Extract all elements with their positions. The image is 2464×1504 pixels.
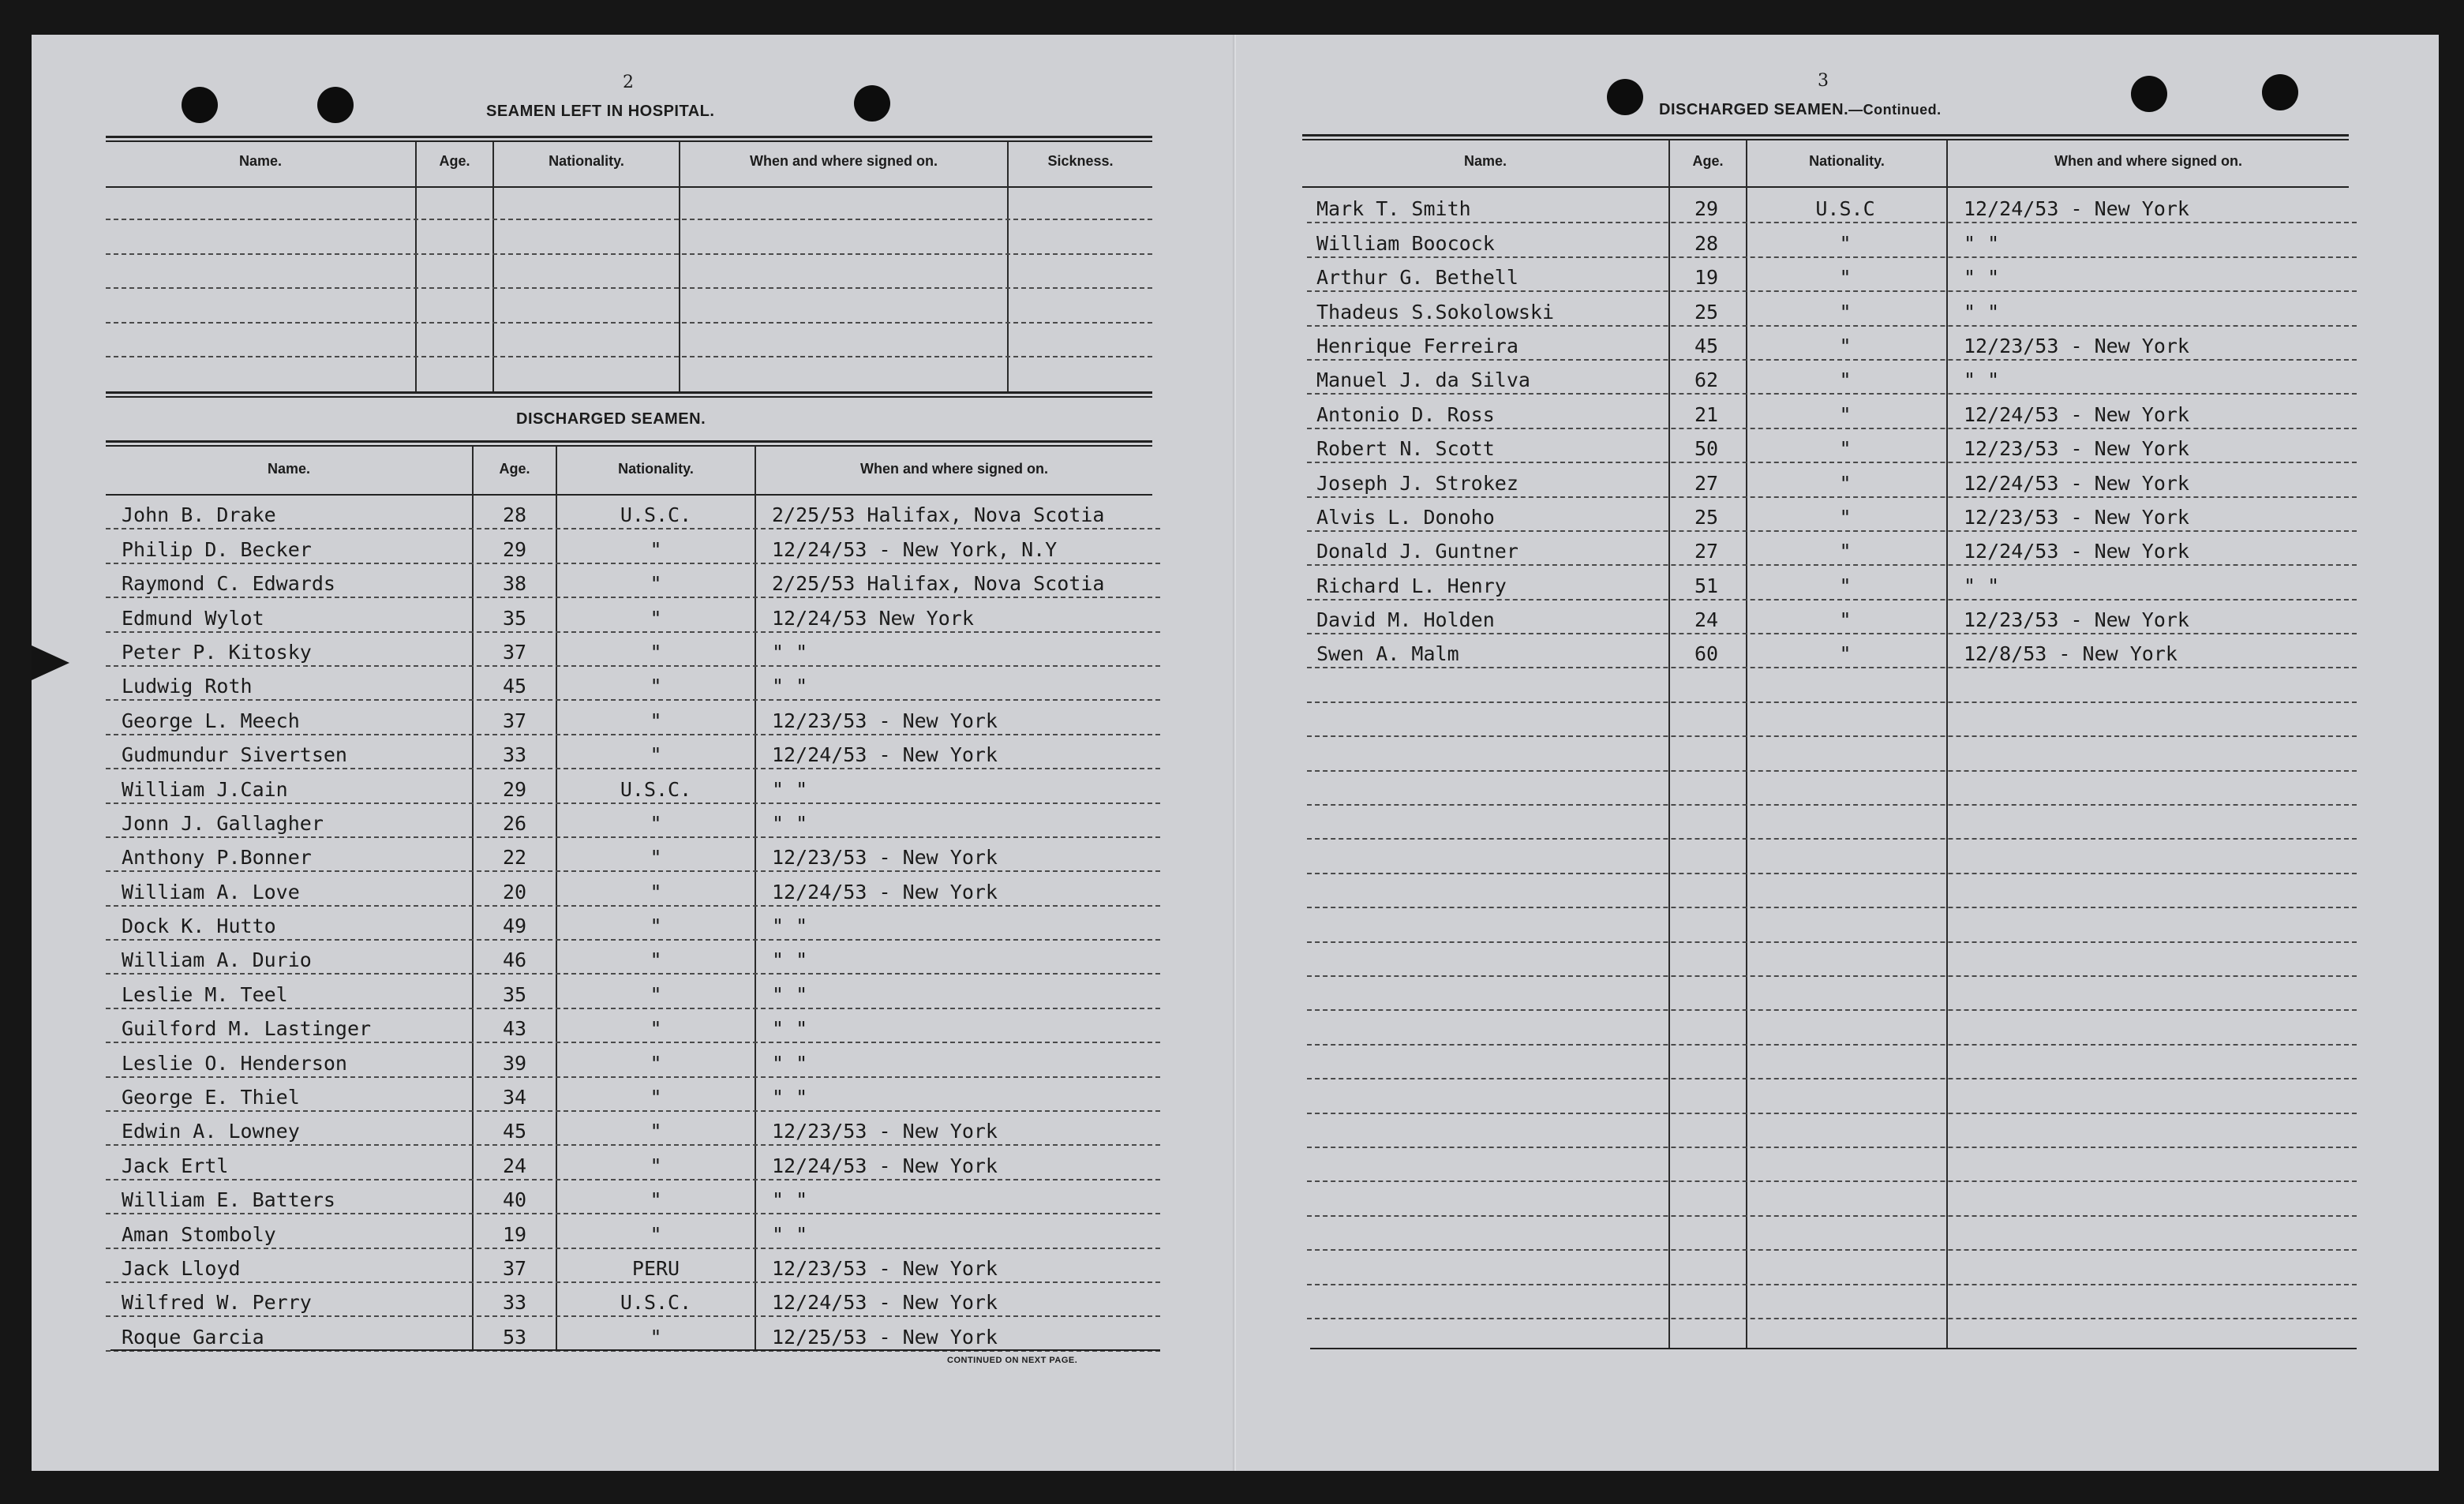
table-row [106, 1317, 1160, 1351]
cell-nationality: " [650, 846, 662, 870]
cell-nationality: U.S.C. [620, 503, 692, 527]
cell-signed-on: 12/24/53 - New York [1964, 471, 2189, 495]
cell-signed-on: 12/23/53 - New York [772, 846, 998, 870]
cell-nationality: U.S.C [1815, 197, 1875, 221]
cell-name: Donald J. Guntner [1316, 540, 1518, 563]
cell-nationality: " [650, 915, 662, 938]
cell-name: Wilfred W. Perry [122, 1291, 312, 1315]
table-rule [1302, 139, 2349, 140]
cell-signed-on: 2/25/53 Halifax, Nova Scotia [772, 572, 1105, 596]
table-row [1307, 1114, 2357, 1148]
cell-age: 39 [502, 1051, 527, 1075]
cell-name: Jonn J. Gallagher [122, 811, 324, 835]
cell-age: 33 [502, 743, 527, 767]
table-row [106, 872, 1160, 906]
cell-nationality: " [650, 1051, 662, 1075]
table-row [1307, 703, 2357, 737]
cell-age: 45 [502, 1120, 527, 1143]
table-row [106, 1009, 1160, 1043]
table-rule [106, 445, 1152, 447]
cell-signed-on: " " [772, 1051, 808, 1075]
cell-age: 62 [1694, 369, 1719, 392]
table-rule [1302, 134, 2349, 137]
cell-signed-on: 12/23/53 - New York [1964, 505, 2189, 529]
table-row [1307, 943, 2357, 977]
cell-nationality: " [650, 1222, 662, 1246]
cell-age: 37 [502, 709, 527, 732]
table-row [106, 804, 1160, 838]
cell-signed-on: 12/24/53 - New York [772, 1291, 998, 1315]
cell-nationality: " [650, 743, 662, 767]
cell-name: Joseph J. Strokez [1316, 471, 1518, 495]
cell-nationality: " [1839, 608, 1852, 632]
table-row [1307, 1182, 2357, 1216]
cell-age: 45 [1694, 334, 1719, 357]
cell-age: 19 [502, 1222, 527, 1246]
cell-nationality: U.S.C. [620, 1291, 692, 1315]
cell-nationality: U.S.C. [620, 777, 692, 801]
cell-age: 43 [502, 1017, 527, 1041]
cell-signed-on: 12/24/53 - New York [772, 1154, 998, 1177]
cell-nationality: " [1839, 540, 1852, 563]
cell-nationality: " [650, 537, 662, 561]
table-rule [106, 440, 1152, 443]
cell-signed-on: " " [772, 1188, 808, 1212]
cell-signed-on: " " [1964, 266, 2000, 290]
table-rule [106, 140, 1152, 142]
cell-name: Raymond C. Edwards [122, 572, 335, 596]
cell-name: George L. Meech [122, 709, 300, 732]
table-row [1307, 532, 2357, 566]
cell-nationality: " [650, 982, 662, 1006]
cell-age: 45 [502, 675, 527, 698]
cell-age: 60 [1694, 642, 1719, 666]
cell-name: John B. Drake [122, 503, 276, 527]
cell-signed-on: " " [772, 1222, 808, 1246]
cell-name: Jack Lloyd [122, 1256, 241, 1280]
table-row [1307, 737, 2357, 771]
cell-age: 53 [502, 1325, 527, 1349]
cell-name: Arthur G. Bethell [1316, 266, 1518, 290]
cell-nationality: " [650, 572, 662, 596]
discharged-continued-table-body [1307, 189, 2357, 1319]
cell-nationality: " [650, 1017, 662, 1041]
cell-name: Swen A. Malm [1316, 642, 1459, 666]
col-header-age: Age. [1692, 153, 1724, 169]
cell-name: William J.Cain [122, 777, 288, 801]
cell-signed-on: 12/23/53 - New York [1964, 334, 2189, 357]
cell-signed-on: 12/24/53 - New York [1964, 540, 2189, 563]
cell-age: 34 [502, 1086, 527, 1109]
cell-name: Manuel J. da Silva [1316, 369, 1530, 392]
cell-signed-on: " " [1964, 369, 2000, 392]
table-row [106, 1249, 1160, 1283]
col-header-name: Name. [1463, 153, 1507, 169]
col-header-name: Name. [267, 461, 311, 477]
table-row [106, 598, 1160, 632]
cell-name: William E. Batters [122, 1188, 335, 1212]
cell-age: 35 [502, 606, 527, 630]
page-number: 3 [1818, 71, 1829, 91]
table-row [106, 907, 1160, 941]
table-row [1307, 361, 2357, 395]
cell-signed-on: 12/24/53 - New York, N.Y [772, 537, 1058, 561]
table-row [106, 186, 1152, 220]
cell-age: 20 [502, 880, 527, 904]
cell-age: 38 [502, 572, 527, 596]
cell-age: 25 [1694, 505, 1719, 529]
cell-age: 27 [1694, 471, 1719, 495]
cell-name: Henrique Ferreira [1316, 334, 1518, 357]
col-header-name: Name. [238, 153, 283, 169]
table-row [1307, 1079, 2357, 1113]
table-rule [106, 391, 1152, 394]
cell-age: 29 [502, 777, 527, 801]
table-row [106, 1283, 1160, 1317]
col-header-nationality: Nationality. [618, 461, 694, 477]
cell-nationality: " [1839, 505, 1852, 529]
cell-age: 22 [502, 846, 527, 870]
cell-nationality: " [650, 1325, 662, 1349]
punch-hole [2262, 74, 2298, 110]
cell-signed-on: 12/23/53 - New York [1964, 437, 2189, 461]
table-row [106, 496, 1160, 529]
cell-name: Jack Ertl [122, 1154, 229, 1177]
cell-signed-on: " " [772, 982, 808, 1006]
table-row [1307, 977, 2357, 1011]
cell-nationality: " [650, 1086, 662, 1109]
cell-name: Alvis L. Donoho [1316, 505, 1495, 529]
table-row [1307, 463, 2357, 497]
cell-age: 51 [1694, 574, 1719, 597]
table-row [1307, 874, 2357, 908]
table-row [1307, 600, 2357, 634]
table-row [106, 564, 1160, 598]
table-rule [1302, 186, 2349, 188]
discharged-table-body [106, 496, 1160, 1352]
continued-note: CONTINUED ON NEXT PAGE. [947, 1356, 1078, 1365]
cell-name: Gudmundur Sivertsen [122, 743, 347, 767]
cell-name: Edmund Wylot [122, 606, 264, 630]
cell-name: Robert N. Scott [1316, 437, 1495, 461]
hospital-section-heading: SEAMEN LEFT IN HOSPITAL. [486, 103, 715, 120]
cell-name: Mark T. Smith [1316, 197, 1471, 221]
table-rule [110, 1349, 1160, 1351]
cell-signed-on: 12/23/53 - New York [772, 1120, 998, 1143]
cell-age: 27 [1694, 540, 1719, 563]
table-row [1307, 429, 2357, 463]
cell-nationality: " [1839, 300, 1852, 324]
cell-signed-on: 12/24/53 New York [772, 606, 974, 630]
cell-signed-on: " " [772, 1086, 808, 1109]
col-header-signed-on: When and where signed on. [859, 461, 1049, 477]
cell-nationality: " [1839, 574, 1852, 597]
table-row [1307, 806, 2357, 840]
table-row [106, 1180, 1160, 1214]
cell-name: Anthony P.Bonner [122, 846, 312, 870]
cell-age: 28 [502, 503, 527, 527]
cell-nationality: " [1839, 369, 1852, 392]
table-row [1307, 498, 2357, 532]
table-row [106, 769, 1160, 803]
cell-name: Thadeus S.Sokolowski [1316, 300, 1555, 324]
cell-nationality: " [650, 640, 662, 664]
cell-signed-on: 12/8/53 - New York [1964, 642, 2178, 666]
table-row [106, 324, 1152, 357]
cell-signed-on: " " [1964, 300, 2000, 324]
cell-nationality: " [650, 709, 662, 732]
punch-hole [2131, 76, 2167, 112]
cell-signed-on: " " [772, 777, 808, 801]
table-rule [1310, 1348, 2357, 1349]
table-row [106, 975, 1160, 1008]
cell-name: William Boocock [1316, 231, 1495, 255]
table-row [106, 1112, 1160, 1146]
col-header-signed-on: When and where signed on. [2054, 153, 2243, 169]
cell-nationality: " [1839, 402, 1852, 426]
cell-signed-on: 12/25/53 - New York [772, 1325, 998, 1349]
table-row [106, 255, 1152, 289]
cell-age: 46 [502, 948, 527, 972]
cell-signed-on: 12/24/53 - New York [1964, 402, 2189, 426]
cell-age: 21 [1694, 402, 1719, 426]
cell-age: 35 [502, 982, 527, 1006]
table-row [1307, 840, 2357, 874]
cell-signed-on: 12/23/53 - New York [772, 1256, 998, 1280]
cell-signed-on: 12/24/53 - New York [1964, 197, 2189, 221]
table-row [106, 633, 1160, 667]
table-row [1307, 668, 2357, 702]
cell-nationality: PERU [631, 1256, 680, 1280]
heading-main: DISCHARGED SEAMEN. [1659, 101, 1849, 118]
cell-age: 28 [1694, 231, 1719, 255]
cell-nationality: " [650, 948, 662, 972]
table-row [106, 1214, 1160, 1248]
cell-nationality: " [1839, 642, 1852, 666]
cell-signed-on: 12/23/53 - New York [1964, 608, 2189, 632]
cell-name: Ludwig Roth [122, 675, 253, 698]
cell-name: Leslie O. Henderson [122, 1051, 347, 1075]
table-row [1307, 634, 2357, 668]
cell-nationality: " [1839, 334, 1852, 357]
table-row [1307, 223, 2357, 257]
cell-nationality: " [1839, 437, 1852, 461]
cell-name: Peter P. Kitosky [122, 640, 312, 664]
punch-hole [854, 85, 890, 122]
cell-nationality: " [1839, 266, 1852, 290]
table-row [106, 941, 1160, 975]
cell-signed-on: " " [1964, 231, 2000, 255]
cell-name: William A. Love [122, 880, 300, 904]
cell-name: Guilford M. Lastinger [122, 1017, 372, 1041]
table-row [1307, 1148, 2357, 1182]
table-row [1307, 1046, 2357, 1079]
cell-age: 40 [502, 1188, 527, 1212]
cell-signed-on: " " [772, 948, 808, 972]
cell-name: Aman Stomboly [122, 1222, 276, 1246]
cell-name: Richard L. Henry [1316, 574, 1507, 597]
cell-age: 37 [502, 640, 527, 664]
col-header-nationality: Nationality. [1809, 153, 1885, 169]
cell-age: 24 [1694, 608, 1719, 632]
discharged-continued-heading [1659, 101, 1942, 119]
cell-nationality: " [650, 675, 662, 698]
table-row [1307, 292, 2357, 326]
cell-name: Dock K. Hutto [122, 915, 276, 938]
cell-nationality: " [650, 1120, 662, 1143]
cell-signed-on: " " [772, 915, 808, 938]
discharged-section-heading: DISCHARGED SEAMEN. [516, 410, 706, 428]
table-row [106, 1078, 1160, 1112]
table-row [1307, 566, 2357, 600]
cell-signed-on: 12/24/53 - New York [772, 880, 998, 904]
table-row [106, 838, 1160, 872]
table-row [1307, 1217, 2357, 1251]
cell-nationality: " [650, 1188, 662, 1212]
table-rule [106, 396, 1152, 398]
cell-name: Roque Garcia [122, 1325, 264, 1349]
page-number: 2 [623, 73, 634, 92]
col-header-nationality: Nationality. [549, 153, 624, 169]
cell-nationality: " [650, 880, 662, 904]
table-row [1307, 189, 2357, 223]
col-header-age: Age. [499, 461, 530, 477]
table-row [106, 701, 1160, 735]
table-row [106, 220, 1152, 254]
cell-age: 25 [1694, 300, 1719, 324]
punch-hole [182, 87, 218, 123]
cell-age: 26 [502, 811, 527, 835]
table-row [106, 667, 1160, 701]
table-row [1307, 1285, 2357, 1319]
cell-name: William A. Durio [122, 948, 312, 972]
cell-signed-on: " " [772, 675, 808, 698]
cell-age: 50 [1694, 437, 1719, 461]
table-row [1307, 1251, 2357, 1285]
table-row [106, 1043, 1160, 1077]
cell-age: 29 [1694, 197, 1719, 221]
table-row [1307, 327, 2357, 361]
cell-signed-on: " " [772, 1017, 808, 1041]
table-row [106, 1146, 1160, 1180]
hospital-table-body [106, 186, 1152, 357]
cell-name: Edwin A. Lowney [122, 1120, 300, 1143]
table-row [106, 735, 1160, 769]
cell-name: George E. Thiel [122, 1086, 300, 1109]
table-row [1307, 258, 2357, 292]
table-row [1307, 772, 2357, 806]
punch-hole [1607, 79, 1643, 115]
cell-signed-on: 2/25/53 Halifax, Nova Scotia [772, 503, 1105, 527]
col-header-age: Age. [439, 153, 470, 169]
page-tear-mark [32, 645, 69, 680]
cell-nationality: " [650, 1154, 662, 1177]
cell-name: Philip D. Becker [122, 537, 312, 561]
cell-age: 29 [502, 537, 527, 561]
col-header-sickness: Sickness. [1047, 153, 1114, 169]
cell-signed-on: " " [772, 640, 808, 664]
cell-signed-on: " " [772, 811, 808, 835]
cell-name: David M. Holden [1316, 608, 1495, 632]
cell-signed-on: " " [1964, 574, 2000, 597]
cell-age: 37 [502, 1256, 527, 1280]
cell-age: 19 [1694, 266, 1719, 290]
cell-signed-on: 12/24/53 - New York [772, 743, 998, 767]
table-row [1307, 395, 2357, 428]
table-rule [106, 136, 1152, 138]
cell-signed-on: 12/23/53 - New York [772, 709, 998, 732]
cell-nationality: " [1839, 471, 1852, 495]
cell-name: Leslie M. Teel [122, 982, 288, 1006]
punch-hole [317, 87, 354, 123]
table-row [1307, 1011, 2357, 1045]
table-row [106, 529, 1160, 563]
cell-nationality: " [1839, 231, 1852, 255]
cell-name: Antonio D. Ross [1316, 402, 1495, 426]
cell-age: 49 [502, 915, 527, 938]
cell-nationality: " [650, 811, 662, 835]
heading-continued: —Continued. [1848, 102, 1942, 118]
table-row [106, 289, 1152, 323]
table-row [1307, 908, 2357, 942]
cell-age: 33 [502, 1291, 527, 1315]
cell-nationality: " [650, 606, 662, 630]
cell-age: 24 [502, 1154, 527, 1177]
col-header-signed-on: When and where signed on. [749, 153, 938, 169]
